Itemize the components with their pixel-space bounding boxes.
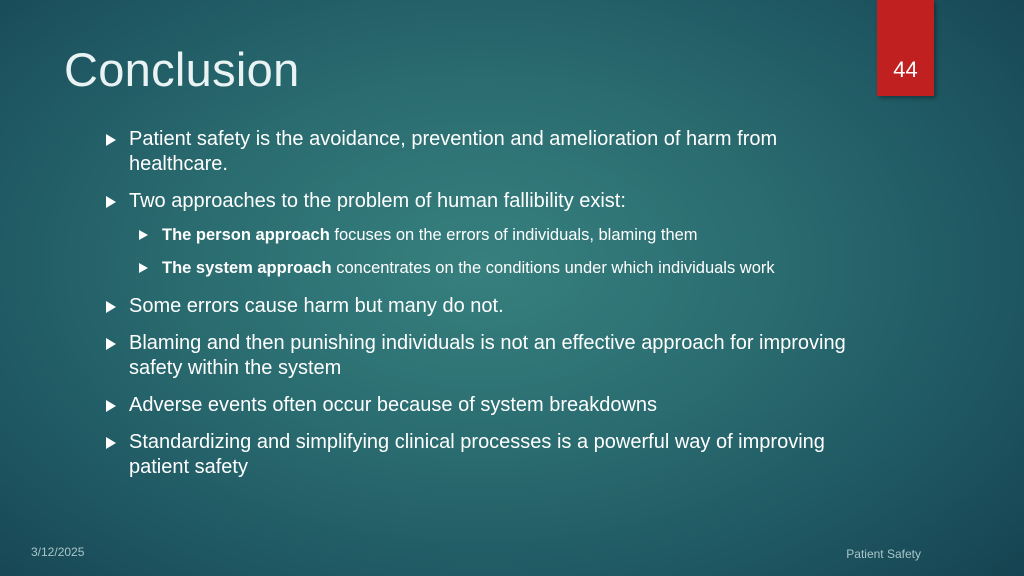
sub-bullet-item bbox=[100, 257, 822, 280]
sub-bullet-strong: The system approach bbox=[162, 259, 332, 277]
bullet-text: Adverse events often occur because of system breakdowns bbox=[129, 394, 658, 416]
bullet-text: Standardizing and simplifying clinical processes is a powerful way of improving patient safety bbox=[129, 431, 825, 478]
triangle-right-icon bbox=[106, 338, 116, 350]
sub-bullet-item bbox=[100, 224, 860, 247]
bullet-text: Some errors cause harm but many do not. bbox=[129, 295, 504, 317]
bullet-text: Patient safety is the avoidance, prevention and amelioration of harm from healthcare. bbox=[129, 128, 778, 175]
bullet-item bbox=[100, 331, 849, 381]
triangle-right-icon bbox=[139, 263, 148, 273]
footer-date: 3/12/2025 bbox=[31, 545, 85, 559]
bullet-text: Two approaches to the problem of human fallibility exist: bbox=[129, 190, 626, 212]
bullet-item bbox=[100, 393, 860, 418]
footer-title: Patient Safety bbox=[846, 547, 921, 561]
triangle-right-icon bbox=[106, 301, 116, 313]
slide-number: 44 bbox=[893, 57, 918, 82]
triangle-right-icon bbox=[106, 196, 116, 208]
slide-title: Conclusion bbox=[64, 43, 300, 96]
slide-number-badge bbox=[877, 0, 934, 96]
bullet-item bbox=[100, 430, 849, 480]
triangle-right-icon bbox=[106, 134, 116, 146]
sub-bullet-text: focuses on the errors of individuals, blaming them bbox=[329, 226, 698, 244]
bullet-item bbox=[100, 127, 829, 177]
triangle-right-icon bbox=[139, 230, 148, 240]
triangle-right-icon bbox=[106, 437, 116, 449]
triangle-right-icon bbox=[106, 400, 116, 412]
bullet-item bbox=[100, 189, 860, 214]
sub-bullet-text: concentrates on the conditions under which individuals work bbox=[331, 259, 775, 277]
sub-bullet-strong: The person approach bbox=[162, 226, 330, 244]
bullet-text: Blaming and then punishing individuals is not an effective approach for improving safety within the system bbox=[129, 332, 846, 379]
content-list bbox=[100, 127, 860, 480]
bullet-item bbox=[100, 294, 860, 319]
